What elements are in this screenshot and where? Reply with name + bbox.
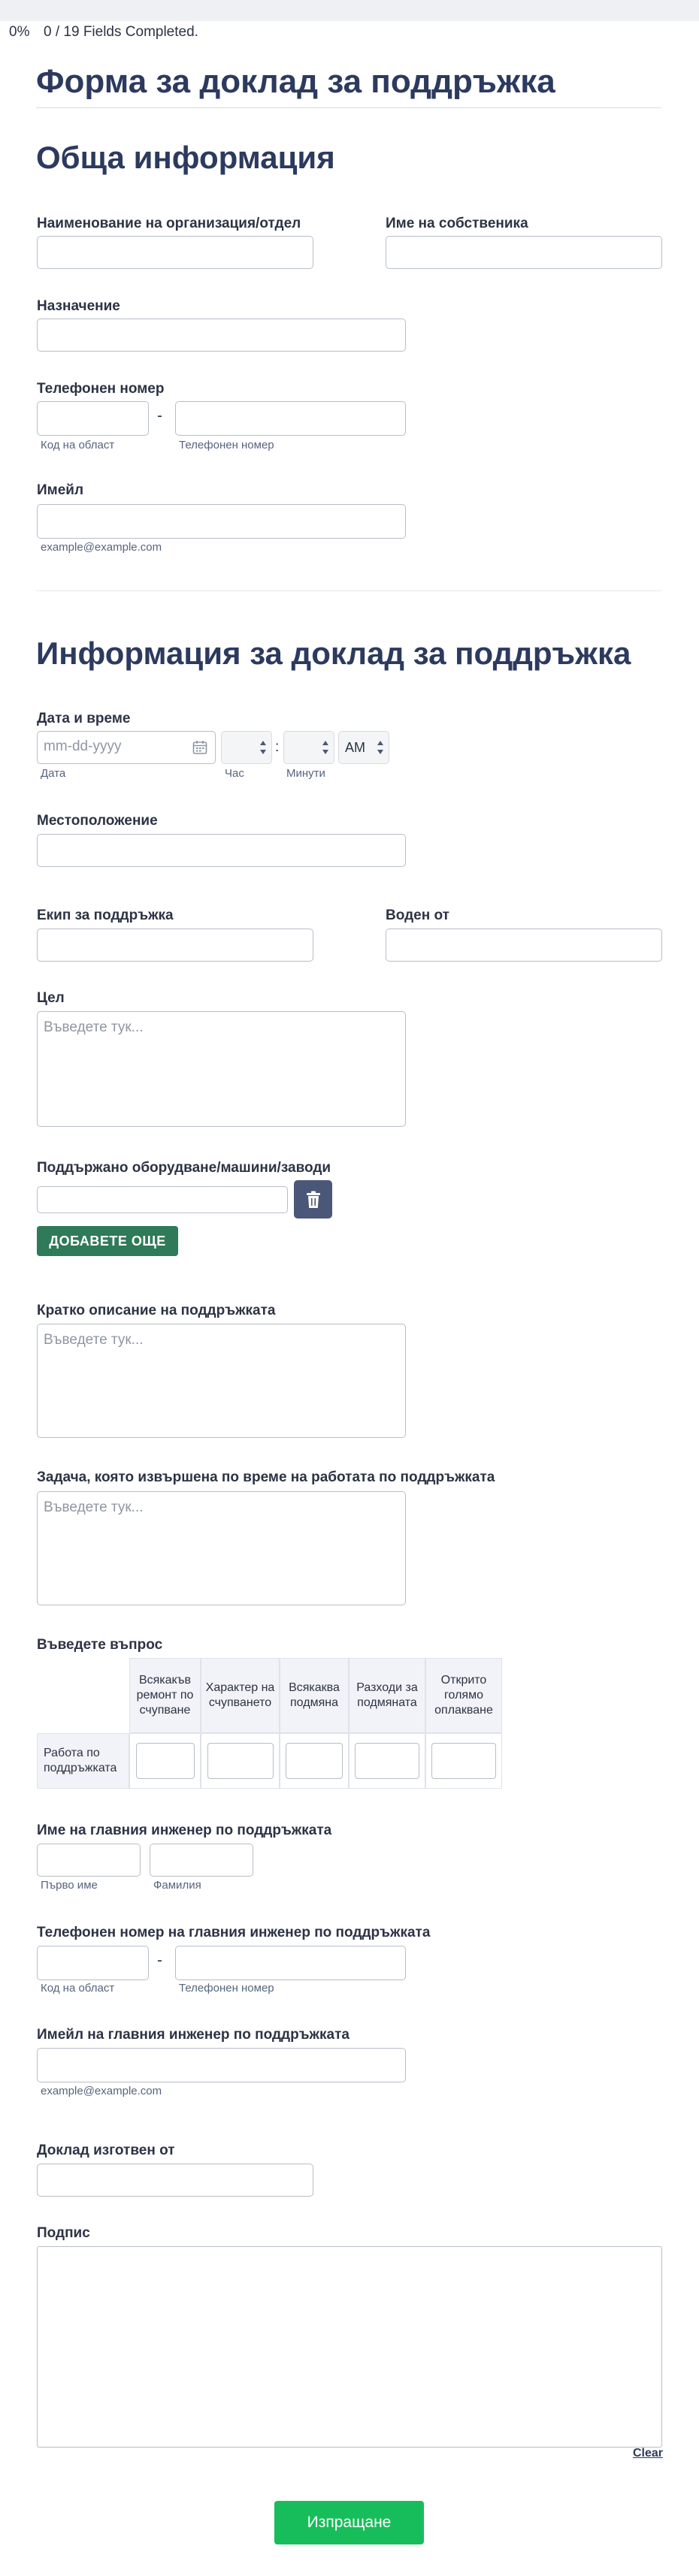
engineer-last-name-input[interactable] [150,1844,253,1877]
progress-bar [0,0,699,21]
progress-count: 0 / 19 Fields Completed. [44,24,198,40]
ampm-select[interactable] [338,731,389,764]
phone-separator: - [157,407,162,424]
date-input[interactable] [37,731,216,764]
task-label: Задача, която извършена по време на работата по поддръжката [37,1469,495,1485]
grid-column-header: Всякакъв ремонт по счупване [129,1658,201,1733]
prepared-by-label: Доклад изготвен от [37,2143,175,2158]
grid-cell-input[interactable] [286,1743,343,1779]
submit-button[interactable]: Изпращане [274,2501,424,2544]
phone-area-input[interactable] [37,401,149,436]
organization-input[interactable] [37,236,313,269]
owner-input[interactable] [386,236,662,269]
grid-cell [280,1733,349,1789]
email-sublabel: example@example.com [41,541,162,554]
short-description-label: Кратко описание на поддръжката [37,1303,276,1318]
team-input[interactable] [37,929,313,962]
team-label: Екип за поддръжка [37,907,174,923]
spinner-arrows-icon [377,738,384,756]
section-divider [36,590,661,591]
engineer-email-label: Имейл на главния инженер по поддръжката [37,2027,350,2043]
engineer-phone-separator: - [157,1952,162,1969]
trash-icon [306,1191,321,1209]
date-placeholder: mm-dd-yyyy [44,738,122,754]
datetime-label: Дата и време [37,711,131,726]
goal-placeholder: Въведете тук... [44,1019,144,1035]
phone-area-sublabel: Код на област [41,439,115,451]
task-placeholder: Въведете тук... [44,1499,144,1515]
title-divider [36,107,661,108]
signature-pad[interactable] [37,2246,662,2448]
calendar-icon[interactable] [192,740,207,760]
grid-cell [425,1733,502,1789]
section-title-report: Информация за доклад за поддръжка [36,636,631,671]
phone-label: Телефонен номер [37,381,165,397]
last-name-sublabel: Фамилия [153,1879,201,1892]
question-grid [37,1658,502,1789]
goal-textarea[interactable] [37,1011,406,1127]
time-colon: : [275,739,280,755]
form-title: Форма за доклад за поддръжка [36,63,555,100]
phone-number-sublabel: Телефонен номер [179,439,274,451]
location-label: Местоположение [37,813,158,829]
short-description-textarea[interactable] [37,1324,406,1438]
grid-cell-input[interactable] [355,1743,419,1779]
grid-column-header: Разходи за подмяната [349,1658,425,1733]
email-input[interactable] [37,504,406,539]
short-description-placeholder: Въведете тук... [44,1332,144,1348]
grid-column-header: Всякаква подмяна [280,1658,349,1733]
hour-sublabel: Час [225,767,244,780]
grid-cell [201,1733,280,1789]
goal-label: Цел [37,990,65,1006]
engineer-phone-number-input[interactable] [175,1946,406,1980]
grid-cell-input[interactable] [136,1743,195,1779]
prepared-by-input[interactable] [37,2164,313,2197]
grid-cell-input[interactable] [207,1743,274,1779]
add-more-button[interactable]: ДОБАВЕТЕ ОЩЕ [37,1226,178,1256]
equipment-input[interactable] [37,1186,288,1213]
grid-cell-input[interactable] [431,1743,496,1779]
grid-row-header: Работа по поддръжката [37,1733,129,1789]
ampm-value: AM [345,740,365,755]
signature-clear-link[interactable]: Clear [633,2447,664,2460]
owner-label: Име на собственика [386,216,528,231]
engineer-email-input[interactable] [37,2048,406,2082]
grid-cell [129,1733,201,1789]
spinner-arrows-icon [322,738,329,756]
signature-label: Подпис [37,2225,90,2241]
engineer-phone-area-input[interactable] [37,1946,149,1980]
engineer-phone-area-sublabel: Код на област [41,1982,115,1995]
engineer-phone-number-sublabel: Телефонен номер [179,1982,274,1995]
organization-label: Наименование на организация/отдел [37,216,301,231]
location-input[interactable] [37,834,406,867]
engineer-email-sublabel: example@example.com [41,2085,162,2097]
email-label: Имейл [37,482,84,498]
grid-column-header: Открито голямо оплакване [425,1658,502,1733]
question-grid-label: Въведете въпрос [37,1637,163,1653]
delete-row-button[interactable] [294,1180,332,1219]
first-name-sublabel: Първо име [41,1879,98,1892]
led-by-label: Воден от [386,907,449,923]
minutes-sublabel: Минути [286,767,325,780]
engineer-name-label: Име на главния инженер по поддръжката [37,1823,332,1838]
engineer-first-name-input[interactable] [37,1844,141,1877]
section-title-general: Обща информация [36,140,335,175]
led-by-input[interactable] [386,929,662,962]
task-textarea[interactable] [37,1491,406,1605]
grid-cell [349,1733,425,1789]
phone-number-input[interactable] [175,401,406,436]
engineer-phone-label: Телефонен номер на главния инженер по поддръжката [37,1925,431,1940]
hour-select[interactable] [221,731,272,764]
date-sublabel: Дата [41,767,66,780]
equipment-label: Поддържано оборудване/машини/заводи [37,1160,331,1176]
purpose-input[interactable] [37,319,406,352]
grid-column-header: Характер на счупването [201,1658,280,1733]
progress-percent: 0% [9,24,30,40]
minutes-select[interactable] [283,731,334,764]
spinner-arrows-icon [259,738,267,756]
purpose-label: Назначение [37,298,120,314]
